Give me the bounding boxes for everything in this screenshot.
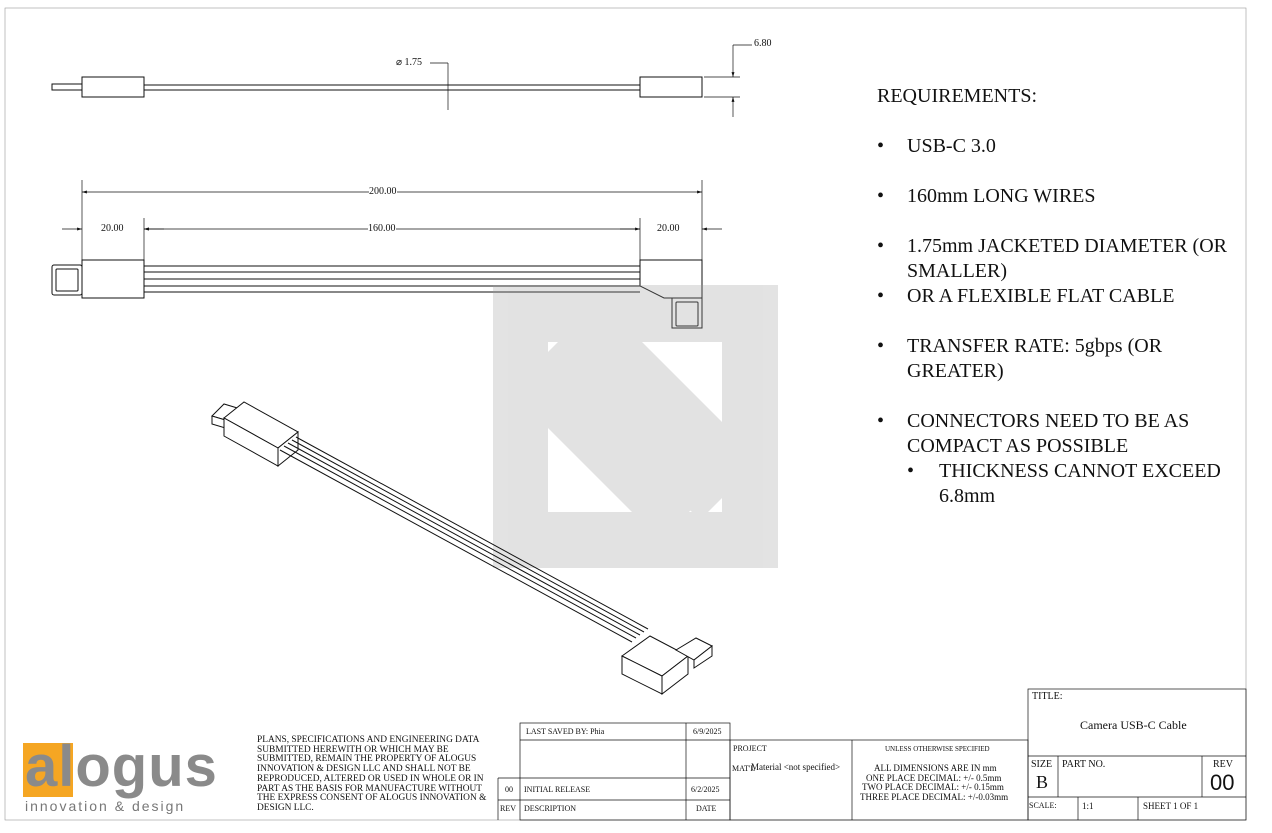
requirement-item: • 160mm LONG WIRES — [877, 184, 1237, 209]
alogus-logo — [23, 734, 248, 818]
dim-left: 20.00 — [101, 223, 124, 234]
dim-thickness: 6.80 — [754, 38, 772, 49]
proprietary-notice: PLANS, SPECIFICATIONS AND ENGINEERING DATA SUBMITTED HEREWITH OR WHICH MAY BE SUBMITTED, REMAIN THE PROPERTY OF ALOGUS INNOVATION & DESIGN LLC AND SHALL NOT BE REPRODUCED, ALTERED OR USED IN WHOLE OR IN PART AS THE BASIS FOR MANUFACTURE WITHOUT THE EXPRESS CONSENT OF ALOGUS INNOVATION & DESIGN LLC. — [257, 735, 487, 813]
requirement-sub-item: • THICKNESS CANNOT EXCEED 6.8mm — [877, 459, 1237, 509]
dim-middle: 160.00 — [368, 223, 396, 234]
tolerance-line: ONE PLACE DECIMAL: +/- 0.5mm — [866, 773, 1002, 783]
tolerance-line: ALL DIMENSIONS ARE IN mm — [874, 763, 997, 773]
rev-label: REV — [1213, 759, 1233, 770]
project-label: PROJECT — [733, 744, 767, 753]
tolerance-line: TWO PLACE DECIMAL: +/- 0.15mm — [862, 782, 1004, 792]
rev-number: 00 — [505, 785, 513, 794]
tolerance-heading: UNLESS OTHERWISE SPECIFIED — [885, 745, 990, 753]
rev-description: INITIAL RELEASE — [524, 785, 591, 794]
logo-tagline: innovation & design — [25, 798, 186, 814]
requirement-item: • TRANSFER RATE: 5gbps (OR GREATER) — [877, 334, 1237, 384]
dim-diameter: ⌀ 1.75 — [396, 57, 423, 68]
scale-label: SCALE: — [1029, 801, 1057, 810]
top-view — [52, 45, 752, 117]
part-no-label: PART NO. — [1062, 759, 1106, 770]
requirement-item: • OR A FLEXIBLE FLAT CABLE — [877, 284, 1237, 309]
rev-date: 6/2/2025 — [691, 785, 720, 794]
dim-right: 20.00 — [657, 223, 680, 234]
sheet-number: SHEET 1 OF 1 — [1143, 801, 1199, 811]
size-label: SIZE — [1031, 759, 1053, 770]
requirements-title: REQUIREMENTS: — [877, 85, 1037, 107]
watermark-logo — [493, 285, 778, 568]
requirement-item: • USB-C 3.0 — [877, 134, 1237, 159]
size-value: B — [1036, 772, 1049, 792]
requirements-list — [877, 84, 1237, 509]
scale-value: 1:1 — [1082, 801, 1094, 811]
last-saved-date: 6/9/2025 — [693, 727, 722, 736]
last-saved-label: LAST SAVED BY: Phia — [526, 727, 605, 736]
material-value: Material <not specified> — [751, 762, 841, 772]
col-date: DATE — [696, 804, 717, 813]
rev-value: 00 — [1210, 770, 1235, 795]
material-label: MAT'L — [732, 764, 756, 773]
col-description: DESCRIPTION — [524, 804, 577, 813]
tolerance-line: THREE PLACE DECIMAL: +/-0.03mm — [860, 792, 1009, 802]
dim-overall: 200.00 — [369, 186, 397, 197]
title-label: TITLE: — [1032, 691, 1063, 702]
logo-wordmark: alogus — [25, 734, 218, 799]
drawing-title: Camera USB-C Cable — [1080, 718, 1187, 732]
requirement-item: • CONNECTORS NEED TO BE AS COMPACT AS POSSIBLE — [877, 409, 1237, 459]
col-rev: REV — [500, 804, 516, 813]
requirement-item: • 1.75mm JACKETED DIAMETER (OR SMALLER) — [877, 234, 1237, 284]
